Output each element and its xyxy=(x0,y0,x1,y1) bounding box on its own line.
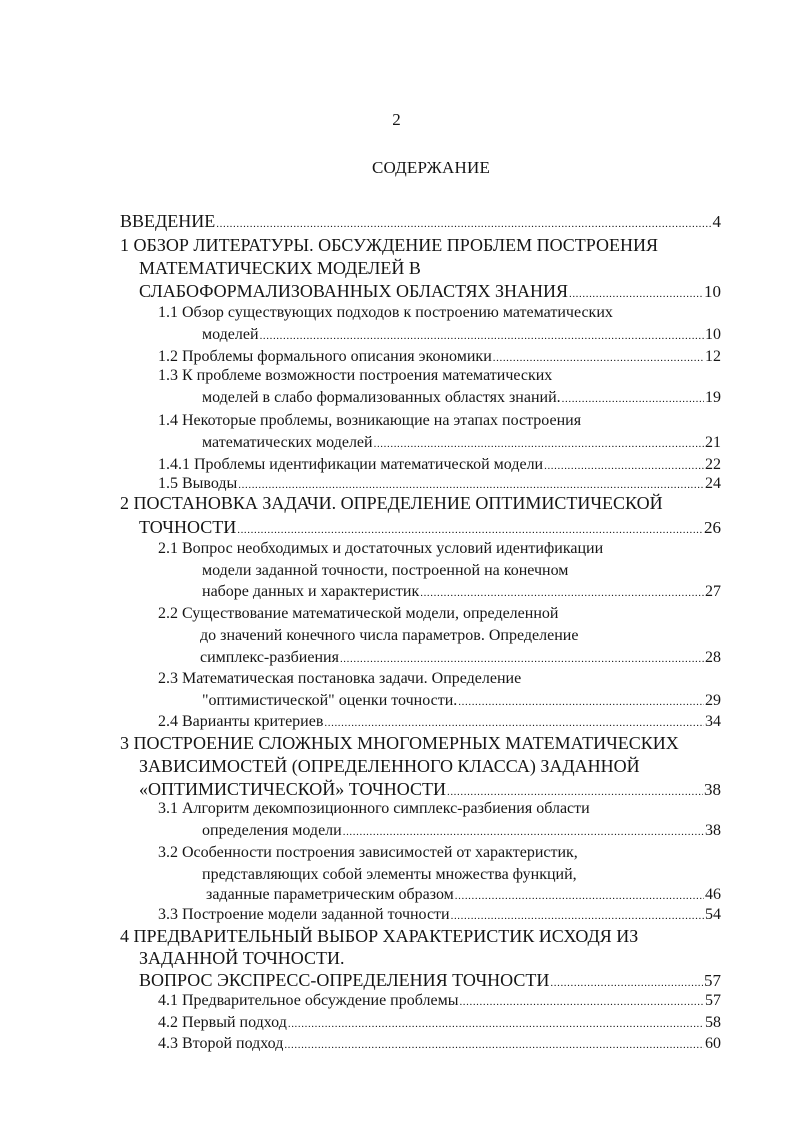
toc-entry-text: 3.1 Алгоритм декомпозиционного симплекс-разбиения области xyxy=(158,800,590,817)
toc-page-number: 10 xyxy=(705,326,721,343)
toc-entry-text: моделей в слабо формализованных областях знаний. xyxy=(202,389,561,406)
toc-entry-4-2 xyxy=(158,1012,721,1034)
toc-entry-text: 1.4 Некоторые проблемы, возникающие на этапах построения xyxy=(158,412,582,429)
toc-entry-text: 2.3 Математическая постановка задачи. Определение xyxy=(158,670,522,687)
toc-entry-text: 4.1 Предварительное обсуждение проблемы xyxy=(158,992,459,1009)
toc-entry-2-1 xyxy=(158,538,603,560)
toc-entry-chapter-3-cont xyxy=(139,755,640,778)
toc-entry-text: ВВЕДЕНИЕ xyxy=(120,211,216,231)
toc-entry-1-4 xyxy=(158,410,581,432)
toc-entry-1-3-end xyxy=(202,387,721,409)
toc-page-number: 21 xyxy=(705,434,721,451)
toc-page-number: 57 xyxy=(705,992,721,1009)
toc-entry-2-4 xyxy=(158,711,721,733)
toc-entry-introduction xyxy=(120,210,721,233)
dot-leader xyxy=(260,325,704,347)
toc-page-number: 4 xyxy=(712,212,721,231)
toc-entry-text: «ОПТИМИСТИЧЕСКОЙ» ТОЧНОСТИ xyxy=(139,779,446,799)
toc-entry-3-2-end xyxy=(206,884,721,906)
toc-page-number: 28 xyxy=(705,649,721,666)
dot-leader xyxy=(288,1013,704,1035)
toc-entry-chapter-4-cont xyxy=(139,947,345,970)
dot-leader xyxy=(459,991,704,1013)
toc-entry-text: 3 ПОСТРОЕНИЕ СЛОЖНЫХ МНОГОМЕРНЫХ МАТЕМАТИЧЕСКИХ xyxy=(120,733,679,753)
toc-page-number: 27 xyxy=(705,583,721,600)
toc-entry-3-3 xyxy=(158,904,721,926)
toc-entry-text: моделей xyxy=(202,326,259,343)
toc-entry-text: 2.4 Варианты критериев xyxy=(158,713,324,730)
toc-entry-text: 2.1 Вопрос необходимых и достаточных условий идентификации xyxy=(158,540,604,557)
toc-entry-text: 4.2 Первый подход xyxy=(158,1014,287,1031)
toc-entry-1-4-end xyxy=(202,432,721,454)
toc-entry-chapter-4-end xyxy=(139,969,721,992)
toc-entry-text: ЗАВИСИМОСТЕЙ (ОПРЕДЕЛЕННОГО КЛАССА) ЗАДАННОЙ xyxy=(139,756,640,776)
toc-entry-text: наборе данных и характеристик xyxy=(202,583,420,600)
dot-leader xyxy=(284,1034,704,1056)
toc-entry-2-3-end xyxy=(202,690,721,712)
toc-entry-chapter-2-end xyxy=(139,516,721,539)
toc-page-number: 26 xyxy=(704,518,721,537)
dot-leader xyxy=(343,821,704,843)
dot-leader xyxy=(216,213,711,236)
toc-entry-chapter-1 xyxy=(120,234,658,257)
toc-entry-text: ТОЧНОСТИ xyxy=(139,517,237,537)
toc-page-number: 38 xyxy=(705,822,721,839)
toc-entry-3-1 xyxy=(158,798,590,820)
dot-leader xyxy=(324,712,704,734)
toc-entry-3-2-cont xyxy=(202,864,577,886)
toc-page-number: 29 xyxy=(705,692,721,709)
dot-leader xyxy=(374,433,704,455)
toc-entry-text: 1 ОБЗОР ЛИТЕРАТУРЫ. ОБСУЖДЕНИЕ ПРОБЛЕМ ПОСТРОЕНИЯ xyxy=(120,235,659,255)
toc-entry-text: ЗАДАННОЙ ТОЧНОСТИ. xyxy=(139,948,345,968)
toc-entry-text: до значений конечного числа параметров. Определение xyxy=(200,627,579,644)
toc-entry-text: заданные параметрическим образом xyxy=(206,886,454,903)
toc-entry-text: МАТЕМАТИЧЕСКИХ МОДЕЛЕЙ В xyxy=(139,258,421,278)
toc-entry-text: представляющих собой элементы множества функций, xyxy=(202,866,577,883)
toc-entry-text: 1.1 Обзор существующих подходов к построению математических xyxy=(158,304,613,321)
toc-entry-text: 1.2 Проблемы формального описания экономики xyxy=(158,348,492,365)
toc-entry-text: 1.5 Выводы xyxy=(158,475,238,492)
toc-entry-1-3 xyxy=(158,365,552,387)
toc-entry-2-2 xyxy=(158,603,558,625)
toc-page-number: 60 xyxy=(705,1035,721,1052)
dot-leader xyxy=(451,905,704,927)
toc-page-number: 24 xyxy=(705,475,721,492)
toc-entry-3-2 xyxy=(158,842,578,864)
toc-entry-text: 1.3 К проблеме возможности построения математических xyxy=(158,367,553,384)
toc-entry-text: определения модели xyxy=(202,822,342,839)
toc-page-number: 54 xyxy=(705,906,721,923)
toc-entry-text: 4 ПРЕДВАРИТЕЛЬНЫЙ ВЫБОР ХАРАКТЕРИСТИК ИСХОДЯ ИЗ xyxy=(120,926,639,946)
toc-entry-text: 4.3 Второй подход xyxy=(158,1035,284,1052)
toc-entry-chapter-3 xyxy=(120,732,679,755)
dot-leader xyxy=(562,388,704,410)
toc-entry-text: 2 ПОСТАНОВКА ЗАДАЧИ. ОПРЕДЕЛЕНИЕ ОПТИМИСТИЧЕСКОЙ xyxy=(120,493,663,513)
toc-entry-text: 1.4.1 Проблемы идентификации математической модели xyxy=(158,456,544,473)
toc-page-number: 38 xyxy=(704,780,721,799)
dot-leader xyxy=(340,648,704,670)
toc-page-number: 22 xyxy=(705,456,721,473)
dot-leader xyxy=(420,582,704,604)
toc-page-number: 19 xyxy=(705,389,721,406)
toc-entry-text: "оптимистической" оценки точности. xyxy=(202,692,458,709)
toc-entry-2-3 xyxy=(158,668,521,690)
toc-entry-text: 2.2 Существование математической модели, определенной xyxy=(158,605,559,622)
toc-page-number: 12 xyxy=(705,348,721,365)
toc-entry-chapter-1-cont xyxy=(139,257,421,280)
dot-leader xyxy=(458,691,704,713)
toc-entry-1-1-end xyxy=(202,324,721,346)
toc-entry-chapter-1-end xyxy=(139,280,721,303)
toc-entry-2-2-end xyxy=(200,647,721,669)
toc-entry-text: симплекс-разбиения xyxy=(200,649,339,666)
toc-entry-2-1-cont xyxy=(202,560,568,582)
toc-page-number: 34 xyxy=(705,713,721,730)
toc-entry-3-1-end xyxy=(202,820,721,842)
toc-entry-2-2-cont xyxy=(200,625,578,647)
toc-page-number: 46 xyxy=(705,886,721,903)
toc-entry-text: математических моделей xyxy=(202,434,373,451)
toc-entry-text: СЛАБОФОРМАЛИЗОВАННЫХ ОБЛАСТЯХ ЗНАНИЯ xyxy=(139,281,568,301)
page-number: 2 xyxy=(392,110,401,129)
toc-entry-chapter-4 xyxy=(120,925,638,948)
toc-page-number: 10 xyxy=(704,282,721,301)
toc-entry-text: 3.3 Построение модели заданной точности xyxy=(158,906,450,923)
toc-page-number: 57 xyxy=(704,971,721,990)
toc-entry-4-3 xyxy=(158,1033,721,1055)
toc-entry-chapter-2 xyxy=(120,492,663,515)
toc-entry-4-1 xyxy=(158,990,721,1012)
toc-entry-text: ВОПРОС ЭКСПРЕСС-ОПРЕДЕЛЕНИЯ ТОЧНОСТИ xyxy=(139,970,550,990)
toc-entry-2-1-end xyxy=(202,581,721,603)
page-title: СОДЕРЖАНИЕ xyxy=(371,158,491,177)
toc-entry-text: модели заданной точности, построенной на конечном xyxy=(202,562,569,579)
toc-entry-1-1 xyxy=(158,302,613,324)
toc-entry-text: 3.2 Особенности построения зависимостей от характеристик, xyxy=(158,844,578,861)
toc-page-number: 58 xyxy=(705,1014,721,1031)
